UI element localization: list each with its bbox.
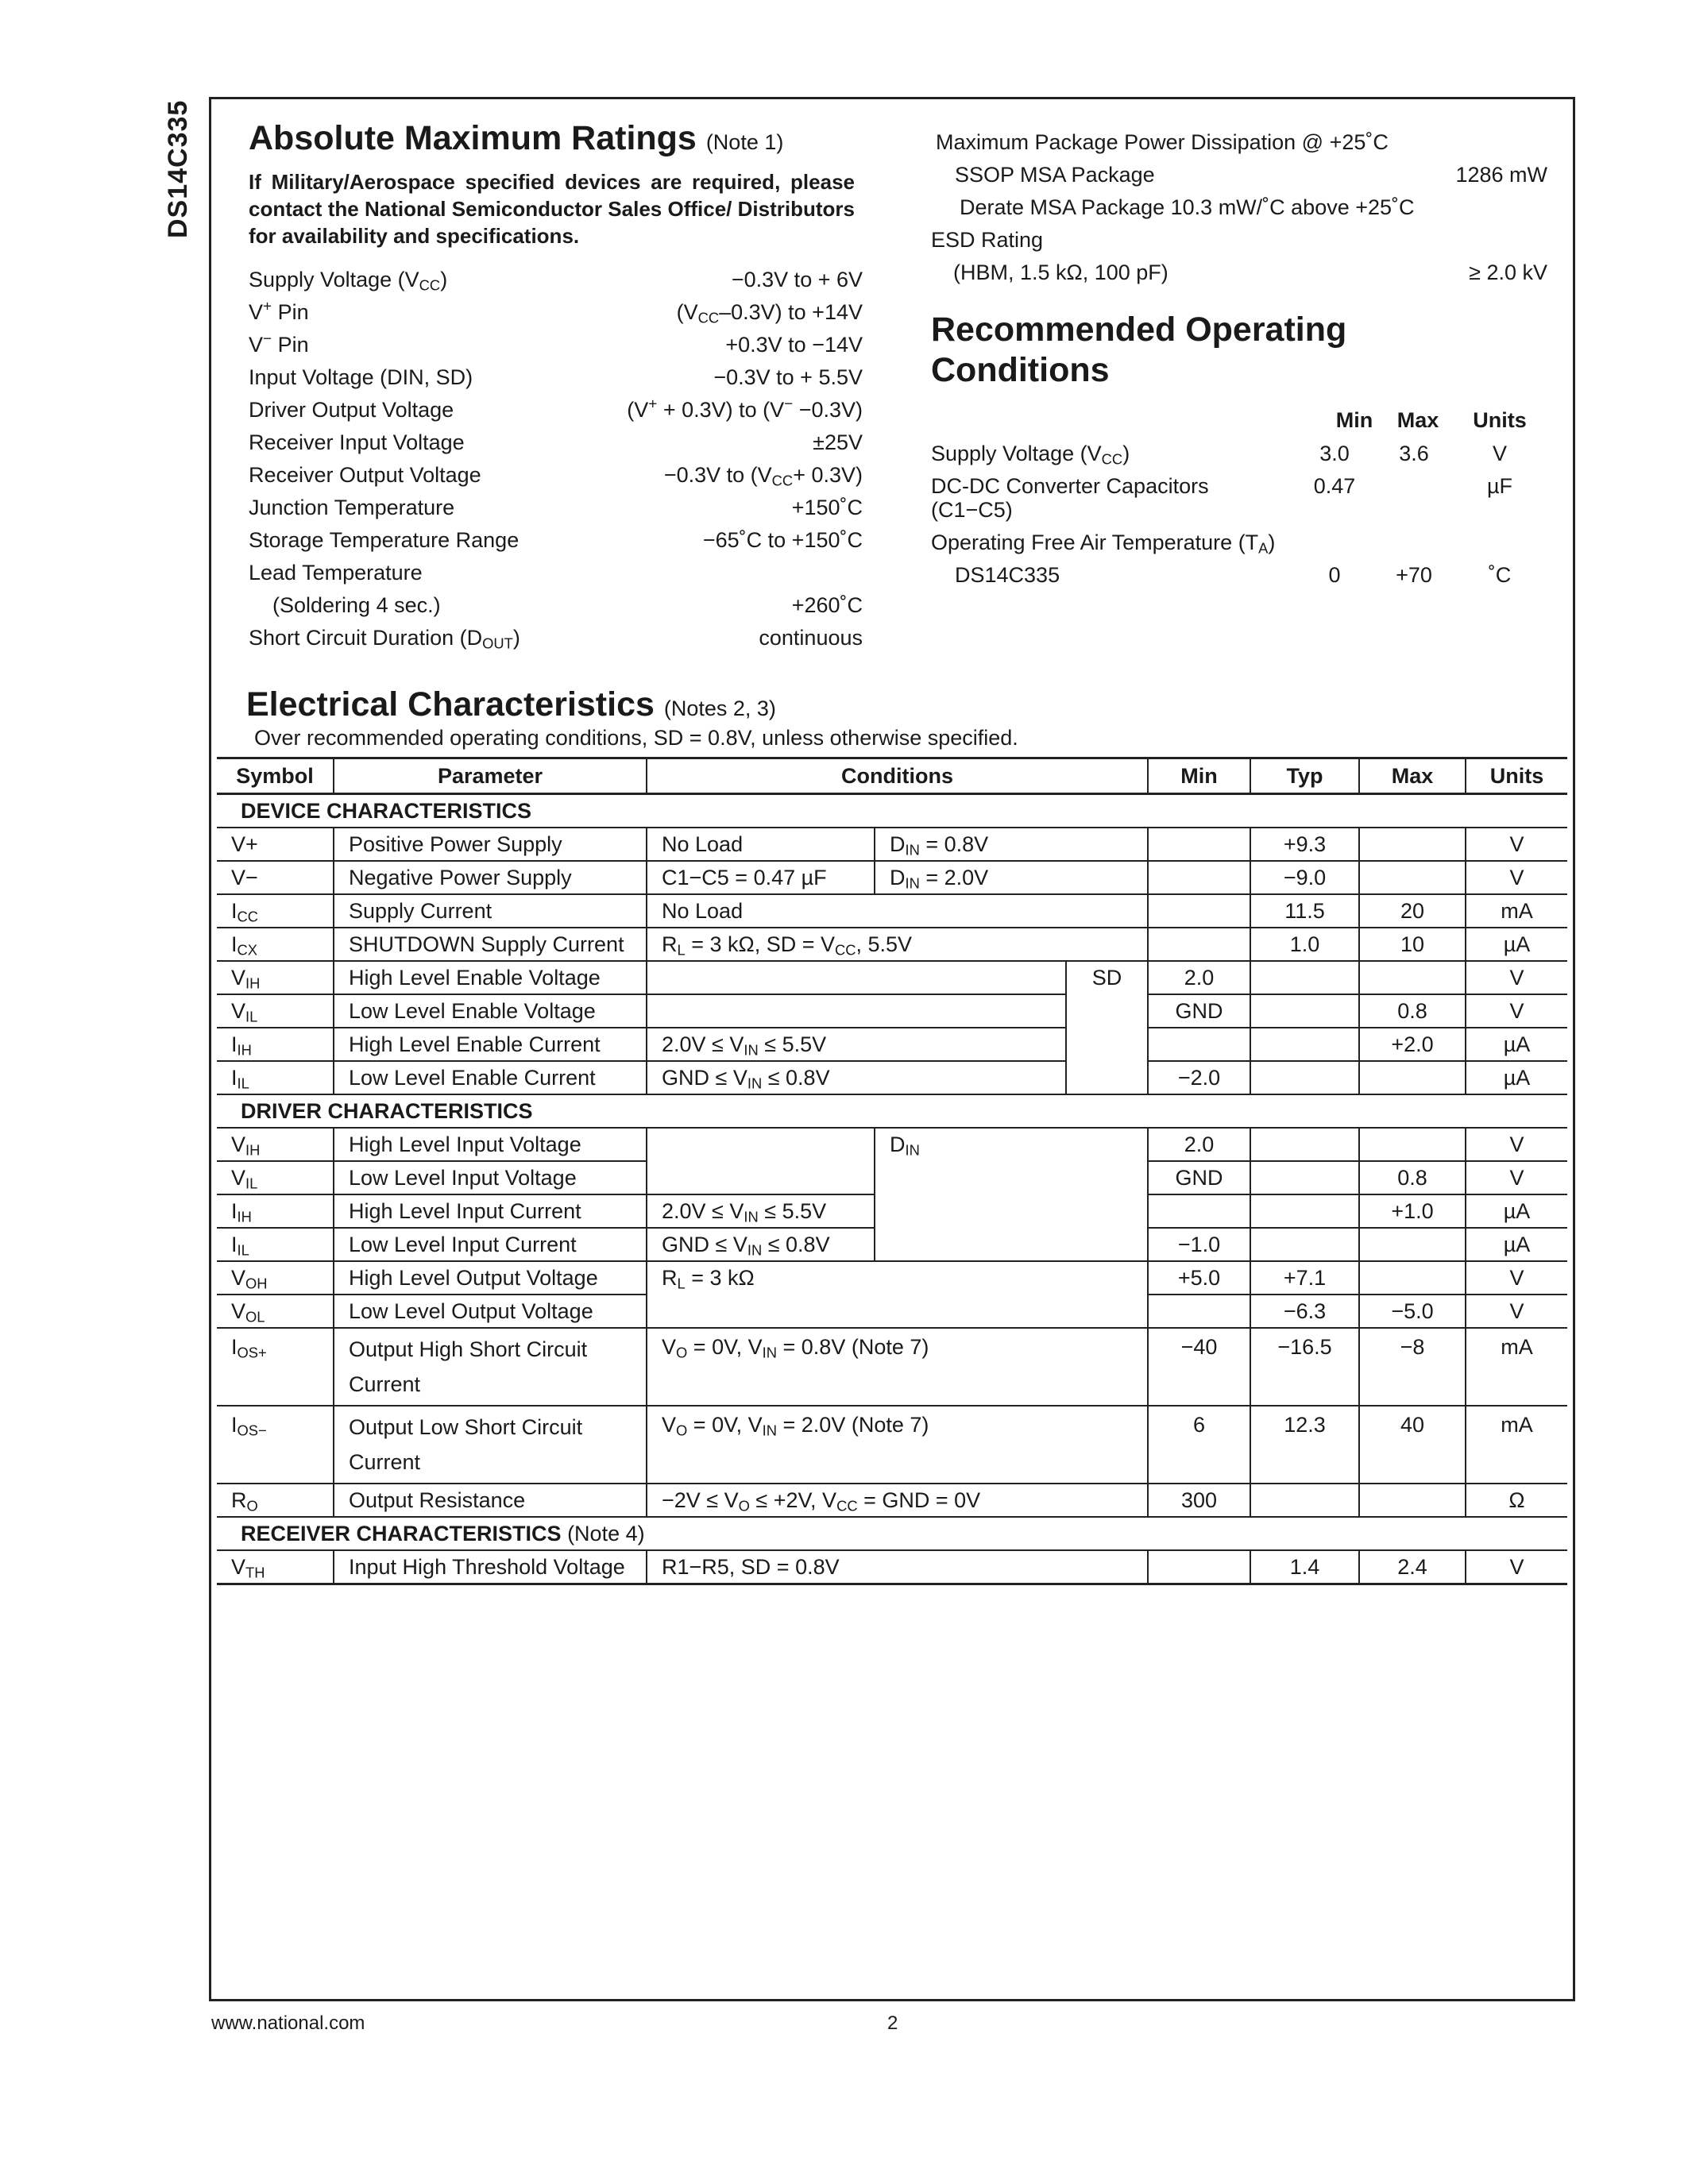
rating-row: Driver Output Voltage (V+ + 0.3V) to (V− −0.3V) [249, 396, 863, 422]
min-cell: 2.0 [1148, 961, 1250, 994]
condition-cell: $D_{IN} = 2.0V$ [875, 861, 1148, 894]
roc-col-max: Max [1396, 408, 1439, 432]
symbol-cell: $I_{CC}$ [217, 894, 334, 928]
roc-title-line2: Conditions [931, 351, 1110, 389]
symbol-cell: $R_O$ [217, 1484, 334, 1517]
typ-cell: 1.0 [1250, 928, 1359, 961]
parameter-cell: High Level Enable Current [334, 1028, 647, 1061]
units-cell: V [1466, 861, 1567, 894]
rating-row: (Soldering 4 sec.) +260˚C [272, 593, 863, 617]
typ-cell [1250, 1128, 1359, 1161]
condition-cell: $2.0V \le V_{IN} \le 5.5V$ [647, 1028, 1066, 1061]
max-cell [1359, 1484, 1466, 1517]
units-cell: µA [1466, 1228, 1567, 1261]
symbol-cell: $I_{IL}$ [217, 1061, 334, 1094]
condition-cell: R1−R5, SD = 0.8V [647, 1550, 1148, 1584]
condition-cell: GND ≤ $V_{IN} \le 0.8V$ [647, 1061, 1066, 1094]
condition-cell: $R_L = 3$ kΩ, SD = $V_{CC}$, 5.5V [647, 928, 1148, 961]
ec-title: Electrical Characteristics [246, 685, 655, 723]
max-cell: +1.0 [1359, 1194, 1466, 1228]
parameter-cell: Output High Short Circuit Current [334, 1328, 647, 1406]
condition-cell: $-2V \le V_O \le +2V$, $V_{CC}$ = GND = 0V [647, 1484, 1148, 1517]
units-cell: mA [1466, 1328, 1567, 1406]
symbol-cell: V− [217, 861, 334, 894]
max-cell [1359, 861, 1466, 894]
parameter-cell: Positive Power Supply [334, 828, 647, 861]
abs-max-note: (Note 1) [705, 130, 784, 154]
roc-col-units: Units [1473, 408, 1527, 432]
roc-part-min: 0 [1328, 563, 1341, 587]
ec-subtitle: Over recommended operating conditions, SD = 0.8V, unless otherwise specified. [254, 726, 1018, 750]
section-driver: DRIVER CHARACTERISTICS [217, 1094, 1567, 1128]
condition-cell: $V_O = 0V$, $V_{IN} = 2.0V$ (Note 7) [647, 1406, 1148, 1484]
parameter-cell: Low Level Input Current [334, 1228, 647, 1261]
header-max: Max [1359, 758, 1466, 794]
page-number: 2 [887, 2012, 898, 2034]
table-row [217, 994, 1567, 1028]
rating-row: Receiver Output Voltage −0.3V to $(V_{CC}+ 0.3V)$ [249, 463, 863, 489]
units-cell: µA [1466, 928, 1567, 961]
header-typ: Typ [1250, 758, 1359, 794]
parameter-cell: Low Level Enable Current [334, 1061, 647, 1094]
roc-part-label: DS14C335 [955, 563, 1060, 587]
table-row [217, 1061, 1567, 1094]
min-cell [1148, 1295, 1250, 1328]
ssop-row: SSOP MSA Package 1286 mW [955, 163, 1547, 187]
symbol-cell: $V_{OH}$ [217, 1261, 334, 1295]
ec-note: (Notes 2, 3) [663, 696, 776, 720]
parameter-cell: Input High Threshold Voltage [334, 1550, 647, 1584]
parameter-cell: Supply Current [334, 894, 647, 928]
max-cell [1359, 1261, 1466, 1295]
units-cell: V [1466, 1128, 1567, 1161]
parameter-cell: High Level Enable Voltage [334, 961, 647, 994]
table-row [217, 928, 1567, 961]
header-symbol: Symbol [217, 758, 334, 794]
symbol-cell: $V_{IL}$ [217, 994, 334, 1028]
roc-supply-min: 3.0 [1319, 442, 1350, 465]
parameter-cell: Low Level Enable Voltage [334, 994, 647, 1028]
symbol-cell: V+ [217, 828, 334, 861]
max-cell: 40 [1359, 1406, 1466, 1484]
min-cell [1148, 1550, 1250, 1584]
rating-row: Lead Temperature [249, 561, 423, 585]
esd-row: (HBM, 1.5 kΩ, 100 pF) ≥ 2.0 kV [953, 260, 1547, 284]
max-cell: −5.0 [1359, 1295, 1466, 1328]
condition-cell: No Load [647, 894, 1148, 928]
max-cell: 2.4 [1359, 1550, 1466, 1584]
power-title: Maximum Package Power Dissipation @ +25˚C [936, 130, 1389, 154]
roc-supply-label: Supply Voltage $(V_{CC})$ [931, 442, 1130, 468]
symbol-cell: $V_{OL}$ [217, 1295, 334, 1328]
max-cell: 20 [1359, 894, 1466, 928]
units-cell: µA [1466, 1194, 1567, 1228]
typ-cell: −9.0 [1250, 861, 1359, 894]
header-units: Units [1466, 758, 1567, 794]
min-cell: −40 [1148, 1328, 1250, 1406]
symbol-cell: $V_{IH}$ [217, 961, 334, 994]
min-cell [1148, 1194, 1250, 1228]
abs-max-heading [249, 119, 783, 161]
min-cell [1148, 928, 1250, 961]
derate-row: Derate MSA Package 10.3 mW/˚C above +25˚C [960, 195, 1415, 219]
min-cell: −1.0 [1148, 1228, 1250, 1261]
max-cell: 0.8 [1359, 1161, 1466, 1194]
typ-cell: 11.5 [1250, 894, 1359, 928]
side-part-number: DS14C335 [163, 99, 193, 238]
condition-cell: $V_O = 0V$, $V_{IN} = 0.8V$ (Note 7) [647, 1328, 1148, 1406]
condition-cell: $2.0V \le V_{IN} \le 5.5V$ [647, 1194, 875, 1228]
typ-cell: −6.3 [1250, 1295, 1359, 1328]
parameter-cell: High Level Input Current [334, 1194, 647, 1228]
min-cell: 300 [1148, 1484, 1250, 1517]
symbol-cell: $V_{IH}$ [217, 1128, 334, 1161]
section-device: DEVICE CHARACTERISTICS [217, 794, 1567, 828]
parameter-cell: Output Low Short Circuit Current [334, 1406, 647, 1484]
min-cell [1148, 828, 1250, 861]
table-row [217, 894, 1567, 928]
units-cell: V [1466, 1161, 1567, 1194]
rating-row: Receiver Input Voltage ±25V [249, 430, 863, 454]
roc-supply-units: V [1492, 442, 1507, 465]
typ-cell [1250, 1061, 1359, 1094]
typ-cell: 1.4 [1250, 1550, 1359, 1584]
condition-cell: C1−C5 = 0.47 µF [647, 861, 875, 894]
footer-url[interactable]: www.national.com [211, 2012, 365, 2034]
header-conditions: Conditions [647, 758, 1148, 794]
ec-table [217, 757, 1567, 1585]
condition-cell [647, 1128, 875, 1194]
condition-cell [647, 961, 1066, 994]
min-cell: 2.0 [1148, 1128, 1250, 1161]
units-cell: mA [1466, 894, 1567, 928]
rating-row: Supply Voltage $(V_{CC})$ −0.3V to + 6V [249, 268, 863, 294]
symbol-cell: $I_{OS+}$ [217, 1328, 334, 1406]
ec-header-row [217, 758, 1567, 794]
condition-cell: GND ≤ $V_{IN} \le 0.8V$ [647, 1228, 875, 1261]
max-cell [1359, 1228, 1466, 1261]
rating-row: Storage Temperature Range −65˚C to +150˚C [249, 528, 863, 552]
max-cell: −8 [1359, 1328, 1466, 1406]
condition-cell: $R_L = 3$ kΩ [647, 1261, 1148, 1328]
table-row [217, 861, 1567, 894]
symbol-cell: $V_{IL}$ [217, 1161, 334, 1194]
max-cell [1359, 961, 1466, 994]
table-row [217, 1328, 1567, 1406]
rating-row: Junction Temperature +150˚C [249, 496, 863, 519]
symbol-cell: $V_{TH}$ [217, 1550, 334, 1584]
esd-label: ESD Rating [931, 228, 1044, 252]
symbol-cell: $I_{OS-}$ [217, 1406, 334, 1484]
typ-cell: −16.5 [1250, 1328, 1359, 1406]
parameter-cell: High Level Input Voltage [334, 1128, 647, 1161]
max-cell: 0.8 [1359, 994, 1466, 1028]
units-cell: µA [1466, 1028, 1567, 1061]
max-cell [1359, 1061, 1466, 1094]
typ-cell [1250, 1194, 1359, 1228]
condition-cell: No Load [647, 828, 875, 861]
condition-cell: $D_{IN} = 0.8V$ [875, 828, 1148, 861]
abs-max-title: Absolute Maximum Ratings [249, 119, 697, 157]
roc-part-units: ˚C [1488, 563, 1512, 587]
min-cell: GND [1148, 994, 1250, 1028]
table-row [217, 1261, 1567, 1295]
min-cell [1148, 894, 1250, 928]
rating-row: Input Voltage (DIN, SD) −0.3V to + 5.5V [249, 365, 863, 389]
header-min: Min [1148, 758, 1250, 794]
units-cell: V [1466, 828, 1567, 861]
symbol-cell: $I_{IH}$ [217, 1194, 334, 1228]
roc-part-max: +70 [1396, 563, 1432, 587]
parameter-cell: Negative Power Supply [334, 861, 647, 894]
table-row [217, 1484, 1567, 1517]
typ-cell [1250, 961, 1359, 994]
symbol-cell: $I_{IH}$ [217, 1028, 334, 1061]
typ-cell [1250, 1028, 1359, 1061]
roc-heading [931, 310, 1346, 391]
typ-cell: +9.3 [1250, 828, 1359, 861]
table-row [217, 828, 1567, 861]
units-cell: V [1466, 1550, 1567, 1584]
roc-temp-label: Operating Free Air Temperature $(T_A)$ [931, 531, 1276, 557]
max-cell: 10 [1359, 928, 1466, 961]
roc-cap-label2: (C1−C5) [931, 498, 1013, 522]
rating-row: V+ Pin $(V_{CC}-0.3V)$ to +14V [249, 298, 863, 326]
units-cell: mA [1466, 1406, 1567, 1484]
typ-cell [1250, 1228, 1359, 1261]
parameter-cell: Low Level Output Voltage [334, 1295, 647, 1328]
units-cell: V [1466, 1261, 1567, 1295]
table-row [217, 1550, 1567, 1584]
roc-supply-max: 3.6 [1399, 442, 1429, 465]
rating-row: V− Pin +0.3V to −14V [249, 330, 863, 357]
condition-cell [647, 994, 1066, 1028]
section-receiver: RECEIVER CHARACTERISTICS (Note 4) [217, 1517, 1567, 1550]
header-parameter: Parameter [334, 758, 647, 794]
table-row [217, 1028, 1567, 1061]
min-cell [1148, 861, 1250, 894]
min-cell: +5.0 [1148, 1261, 1250, 1295]
parameter-cell: High Level Output Voltage [334, 1261, 647, 1295]
military-notice: If Military/Aerospace specified devices are required, please contact the National Semiconductor Sales Office/ Distributors for availability and specifications. [249, 170, 855, 248]
typ-cell: 12.3 [1250, 1406, 1359, 1484]
roc-cap-min: 0.47 [1313, 474, 1356, 498]
min-cell: 6 [1148, 1406, 1250, 1484]
pin-cell: $D_{IN}$ [875, 1128, 1148, 1261]
roc-col-min: Min [1335, 408, 1373, 432]
roc-title-line1: Recommended Operating [931, 311, 1347, 349]
max-cell [1359, 828, 1466, 861]
roc-cap-label1: DC-DC Converter Capacitors [931, 474, 1209, 498]
max-cell [1359, 1128, 1466, 1161]
parameter-cell: Low Level Input Voltage [334, 1161, 647, 1194]
pin-cell: SD [1066, 961, 1148, 1094]
min-cell: GND [1148, 1161, 1250, 1194]
units-cell: Ω [1466, 1484, 1567, 1517]
units-cell: V [1466, 961, 1567, 994]
symbol-cell: $I_{IL}$ [217, 1228, 334, 1261]
max-cell: +2.0 [1359, 1028, 1466, 1061]
units-cell: µA [1466, 1061, 1567, 1094]
typ-cell: +7.1 [1250, 1261, 1359, 1295]
table-row [217, 1406, 1567, 1484]
table-row [217, 1128, 1567, 1161]
roc-cap-units: µF [1486, 474, 1513, 498]
min-cell: −2.0 [1148, 1061, 1250, 1094]
ec-heading [246, 685, 776, 727]
typ-cell [1250, 994, 1359, 1028]
rating-row: Short Circuit Duration $(D_{OUT})$ continuous [249, 626, 863, 652]
parameter-cell: SHUTDOWN Supply Current [334, 928, 647, 961]
symbol-cell: $I_{CX}$ [217, 928, 334, 961]
typ-cell [1250, 1484, 1359, 1517]
min-cell [1148, 1028, 1250, 1061]
units-cell: V [1466, 994, 1567, 1028]
units-cell: V [1466, 1295, 1567, 1328]
typ-cell [1250, 1161, 1359, 1194]
parameter-cell: Output Resistance [334, 1484, 647, 1517]
table-row [217, 961, 1567, 994]
